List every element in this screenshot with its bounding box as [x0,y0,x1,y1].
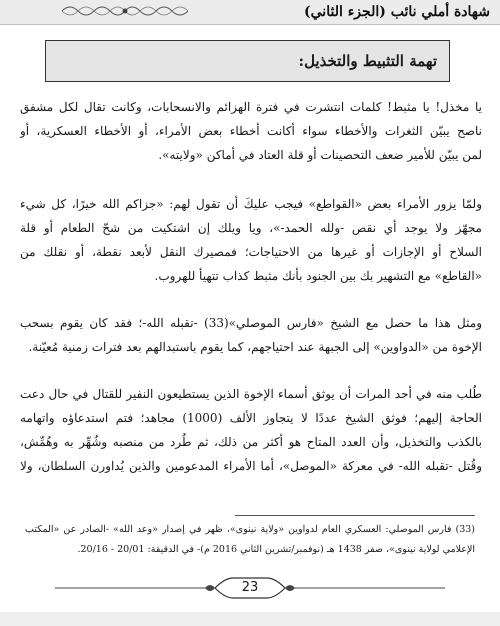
paragraph-line: «القاطع» مع التشهير بك بين الجنود بأنك مثبط كذاب تتهيأ للهروب. [154,269,482,283]
paragraph-line: الحاجة إليهم؛ فوثق الشيخ عددًا لا يتجاوز الألف (1000) مجاهد؛ فتم استدعاؤه واتهامه [20,411,482,425]
section-heading-box [45,40,450,82]
paragraph-line: بالكذب والتخذيل، وأن العدد المتاح هو أكثر من ذلك، ثم طُرد من منصبه وشُهِّر به وهُمِّش، [20,435,482,449]
paragraph-line: طُلب منه في أحد المرات أن يوثق أسماء الإخوة الذين يستطيعون النفير للقتال في حال دعت [20,387,482,401]
paragraph-line: السلاح أو الإجازات أو غيرها من الاحتياجات؛ فمصيرك النقل لأبعد نقطة، أو نقلك من [20,245,482,259]
paragraph-line: ولمّا يزور الأمراء بعض «القواطع» فيجب عليكَ أن تقول لهم: «جزاكم الله خيرًا، كل شيء [20,197,482,211]
section-title: تهمة التثبيط والتخذيل: [298,52,437,70]
running-title: شهادة أملي نائب (الجزء الثاني) [304,4,490,20]
footnote-line: (33) فارس الموصلي: العسكري العام لدواوين «ولاية نينوى»، ظهر في إصدار «وعد الله» -الصادر عن «المكتب [25,524,475,535]
bottom-edge [0,612,500,626]
paragraph-line: الإخوة من «الدواوين» إلى الجبهة عند احتياجهم، كما يقوم باستبدالهم بعد فترات زمنية مُعيّنة. [28,340,482,354]
paragraph-line: وقُتل -تقبله الله- في معركة «الموصل»، أما الأمراء المدعومين والذين يُداورن السلطان، ولا [20,459,482,473]
paragraph-line: ناصح يبيّن الثغرات والأخطاء سواء أكانت أخطاء بعض الأمراء، أو الأخطاء العسكرية، أو [20,124,482,138]
page-number: 23 [241,580,259,595]
footnote-line: الإعلامي لولاية نينوى»، صفر 1438 هـ (نوفمبر/تشرين الثاني 2016 م)- في الدقيقة: 20/01 - 20/16. [77,544,475,555]
paragraph-line: يا مخذل! يا مثبط! كلمات انتشرت في فترة الهزائم والانسحابات، وكانت تقال لكل مشفق [20,100,482,114]
footnote-separator [235,515,475,516]
running-header [0,0,500,25]
paragraph-line: مجهّز ولا يوجد أي نقص -ولله الحمد-»، ويا ويلك إن اشتكيت من شحّ الطعام أو قلة [20,221,482,235]
header-ornament-icon [60,2,190,20]
paragraph-line: ومثل هذا ما حصل مع الشيخ «فارس الموصلي»(33) -تقبله الله-؛ فقد كان يقوم بسحب [20,316,482,330]
paragraph-line: لمن يبيّن للأمير ضعف التحصينات أو قلة العتاد في أماكن «ولايته». [158,148,482,162]
